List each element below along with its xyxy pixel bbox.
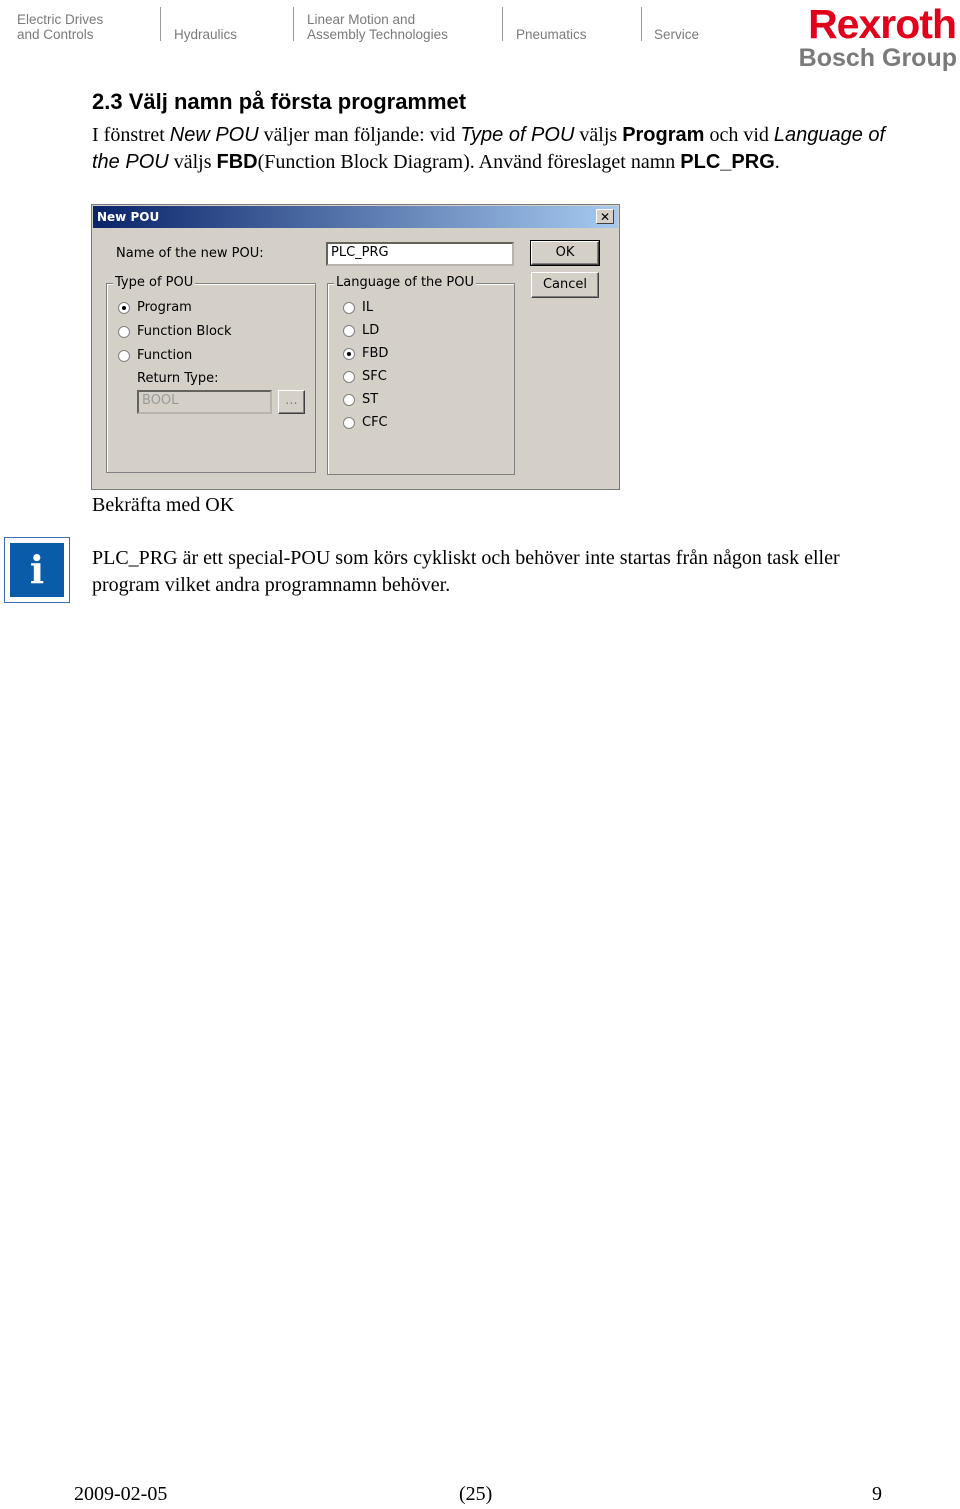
browse-button[interactable]: ... xyxy=(278,390,305,414)
cancel-button[interactable]: Cancel xyxy=(531,272,599,298)
radio-sfc[interactable] xyxy=(343,371,355,383)
text-run: I fönstret xyxy=(92,124,170,146)
text-new-pou: New POU xyxy=(169,124,259,146)
radio-st[interactable] xyxy=(343,394,355,406)
footer-page-number: 9 xyxy=(872,1483,882,1505)
radio-label-sfc: SFC xyxy=(362,369,387,384)
radio-label-cfc: CFC xyxy=(362,415,388,430)
rexroth-logo: Rexroth xyxy=(808,1,956,47)
header-line: Linear Motion and xyxy=(307,12,416,27)
header-line: Pneumatics xyxy=(516,27,587,42)
text-run: (Function Block Diagram). Använd föreslaget namn xyxy=(257,151,681,173)
text-run: väljs xyxy=(574,124,623,146)
name-label: Name of the new POU: xyxy=(116,246,264,261)
language-of-pou-group xyxy=(327,275,515,475)
header-pneumatics xyxy=(516,27,587,42)
radio-fbd[interactable] xyxy=(343,348,355,360)
return-type-label: Return Type: xyxy=(137,371,219,386)
header-hydraulics xyxy=(174,27,237,42)
radio-label-st: ST xyxy=(362,392,379,407)
text-type-of-pou: Type of POU xyxy=(460,124,575,146)
info-glyph: i xyxy=(29,547,45,592)
info-icon-background xyxy=(10,543,64,597)
header-service xyxy=(654,27,699,42)
text-run: väljs xyxy=(168,151,217,173)
return-type-input[interactable]: BOOL xyxy=(137,390,272,414)
footer-page-total: (25) xyxy=(459,1483,493,1505)
radio-label-program: Program xyxy=(137,300,192,315)
header-line: Electric Drives xyxy=(17,12,104,27)
type-of-pou-group xyxy=(106,275,316,473)
radio-label-ld: LD xyxy=(362,323,380,338)
type-group-label: Type of POU xyxy=(115,275,194,290)
radio-label-function-block: Function Block xyxy=(137,324,232,339)
dialog-titlebar[interactable] xyxy=(93,206,618,228)
text-fbd: FBD xyxy=(216,151,258,173)
text-run: väljer man följande: vid xyxy=(258,124,461,146)
info-note: PLC_PRG är ett special-POU som körs cykliskt och behöver inte startas från någon task eller program vilket andra programnamn behöver. xyxy=(92,547,840,596)
radio-label-function: Function xyxy=(137,348,193,363)
pou-name-input[interactable]: PLC_PRG xyxy=(326,242,514,266)
text-plc-prg: PLC_PRG xyxy=(680,151,775,173)
radio-label-il: IL xyxy=(362,300,374,315)
text-run: . xyxy=(774,151,780,173)
radio-function-block[interactable] xyxy=(118,326,130,338)
header-line: Assembly Technologies xyxy=(307,27,448,42)
header-divider xyxy=(641,7,642,41)
text-language: Language of the POU xyxy=(92,124,886,173)
ok-button[interactable]: OK xyxy=(531,241,599,265)
radio-ld[interactable] xyxy=(343,325,355,337)
language-group-label: Language of the POU xyxy=(336,275,475,290)
footer-date: 2009-02-05 xyxy=(74,1483,168,1505)
header-electric-drives xyxy=(17,12,103,42)
close-icon[interactable]: ✕ xyxy=(596,209,614,224)
radio-program[interactable] xyxy=(118,302,130,314)
section-title: 2.3 Välj namn på första programmet xyxy=(92,89,467,114)
header-line: Hydraulics xyxy=(174,27,238,42)
header-divider xyxy=(502,7,503,41)
new-pou-dialog xyxy=(91,204,620,490)
dialog-title: New POU xyxy=(97,210,160,224)
radio-label-fbd: FBD xyxy=(362,346,389,361)
intro-paragraph xyxy=(92,122,892,176)
header-linear-motion xyxy=(307,12,448,42)
radio-function[interactable] xyxy=(118,350,130,362)
header-divider xyxy=(293,7,294,41)
bosch-group-logo: Bosch Group xyxy=(798,44,957,72)
text-run: och vid xyxy=(704,124,774,146)
header-line: and Controls xyxy=(17,27,94,42)
confirm-text: Bekräfta med OK xyxy=(92,494,235,516)
radio-cfc[interactable] xyxy=(343,417,355,429)
radio-il[interactable] xyxy=(343,302,355,314)
header-line: Service xyxy=(654,27,700,42)
header-divider xyxy=(160,7,161,41)
info-icon xyxy=(4,537,70,603)
text-program: Program xyxy=(622,124,705,146)
